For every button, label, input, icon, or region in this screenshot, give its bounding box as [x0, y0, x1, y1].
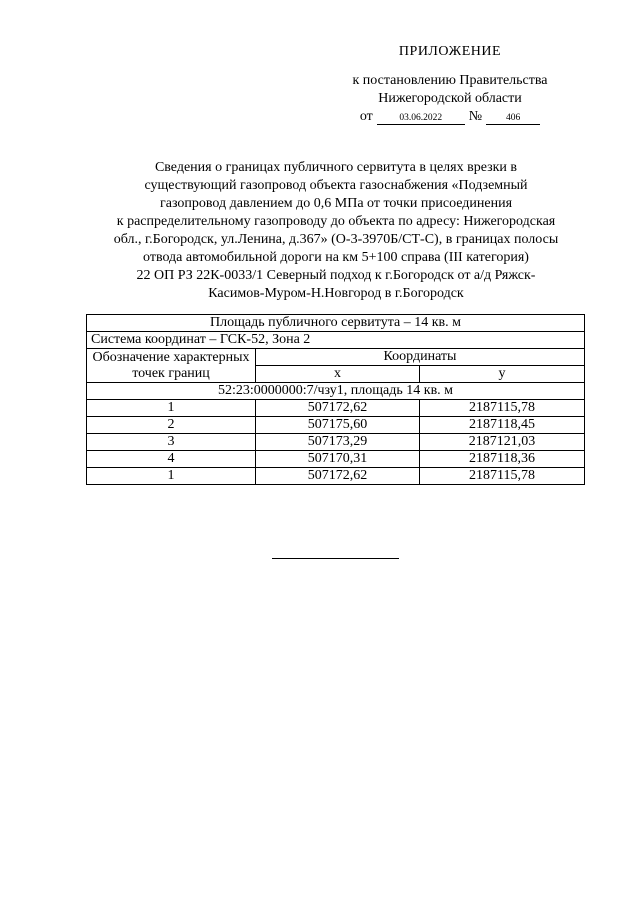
table-row	[87, 468, 585, 485]
header-y: y	[420, 366, 585, 383]
heading-line: газопровод давлением до 0,6 МПа от точки присоединения	[159, 196, 513, 211]
point-id: 1	[87, 468, 256, 485]
point-x: 507173,29	[256, 434, 420, 451]
point-y: 2187118,36	[420, 451, 585, 468]
heading-line: Сведения о границах публичного сервитута в целях врезки в	[154, 160, 518, 175]
coord-system-row	[87, 332, 585, 349]
header-point-designation: Обозначение характерных точек границ	[87, 349, 256, 383]
point-id: 1	[87, 400, 256, 417]
appendix-date-line	[330, 109, 570, 125]
heading-line: отвода автомобильной дороги на км 5+100 справа (III категория)	[143, 250, 529, 265]
table-row	[87, 400, 585, 417]
heading-line: Касимов-Муром-Н.Новгород в г.Богородск	[208, 286, 464, 301]
point-x: 507170,31	[256, 451, 420, 468]
number-label: №	[468, 109, 483, 124]
heading-line: обл., г.Богородск, ул.Ленина, д.367» (О-3-3970Б/СТ-С), в границах полосы	[113, 232, 559, 247]
heading-line: 22 ОП РЗ 22К-0033/1 Северный подход к г.Богородск от а/д Ряжск-	[136, 268, 536, 283]
parcel-info: 52:23:0000000:7/чзу1, площадь 14 кв. м	[87, 383, 585, 400]
point-x: 507172,62	[256, 400, 420, 417]
header-row	[87, 349, 585, 366]
area-row	[87, 315, 585, 332]
point-x: 507172,62	[256, 468, 420, 485]
table-row	[87, 434, 585, 451]
point-y: 2187121,03	[420, 434, 585, 451]
point-id: 2	[87, 417, 256, 434]
appendix-header	[330, 44, 570, 125]
header-coordinates: Координаты	[256, 349, 585, 366]
appendix-region-line: Нижегородской области	[378, 91, 522, 106]
point-id: 4	[87, 451, 256, 468]
heading-line: существующий газопровод объекта газоснабжения «Подземный	[144, 178, 528, 193]
heading-line: к распределительному газопроводу до объекта по адресу: Нижегородская	[116, 214, 556, 229]
point-id: 3	[87, 434, 256, 451]
from-label: от	[359, 109, 373, 124]
appendix-title: ПРИЛОЖЕНИЕ	[398, 44, 502, 59]
point-y: 2187118,45	[420, 417, 585, 434]
coord-system: Система координат – ГСК-52, Зона 2	[87, 332, 585, 349]
coordinates-table	[86, 314, 585, 485]
resolution-number: 406	[486, 112, 540, 125]
header-x: x	[256, 366, 420, 383]
table-row	[87, 417, 585, 434]
end-rule-divider	[272, 558, 399, 559]
document-heading	[86, 159, 586, 303]
resolution-date: 03.06.2022	[377, 112, 465, 125]
appendix-resolution-line: к постановлению Правительства	[352, 73, 548, 88]
point-y: 2187115,78	[420, 400, 585, 417]
area-title: Площадь публичного сервитута – 14 кв. м	[87, 315, 585, 332]
point-x: 507175,60	[256, 417, 420, 434]
parcel-row	[87, 383, 585, 400]
point-y: 2187115,78	[420, 468, 585, 485]
table-row	[87, 451, 585, 468]
